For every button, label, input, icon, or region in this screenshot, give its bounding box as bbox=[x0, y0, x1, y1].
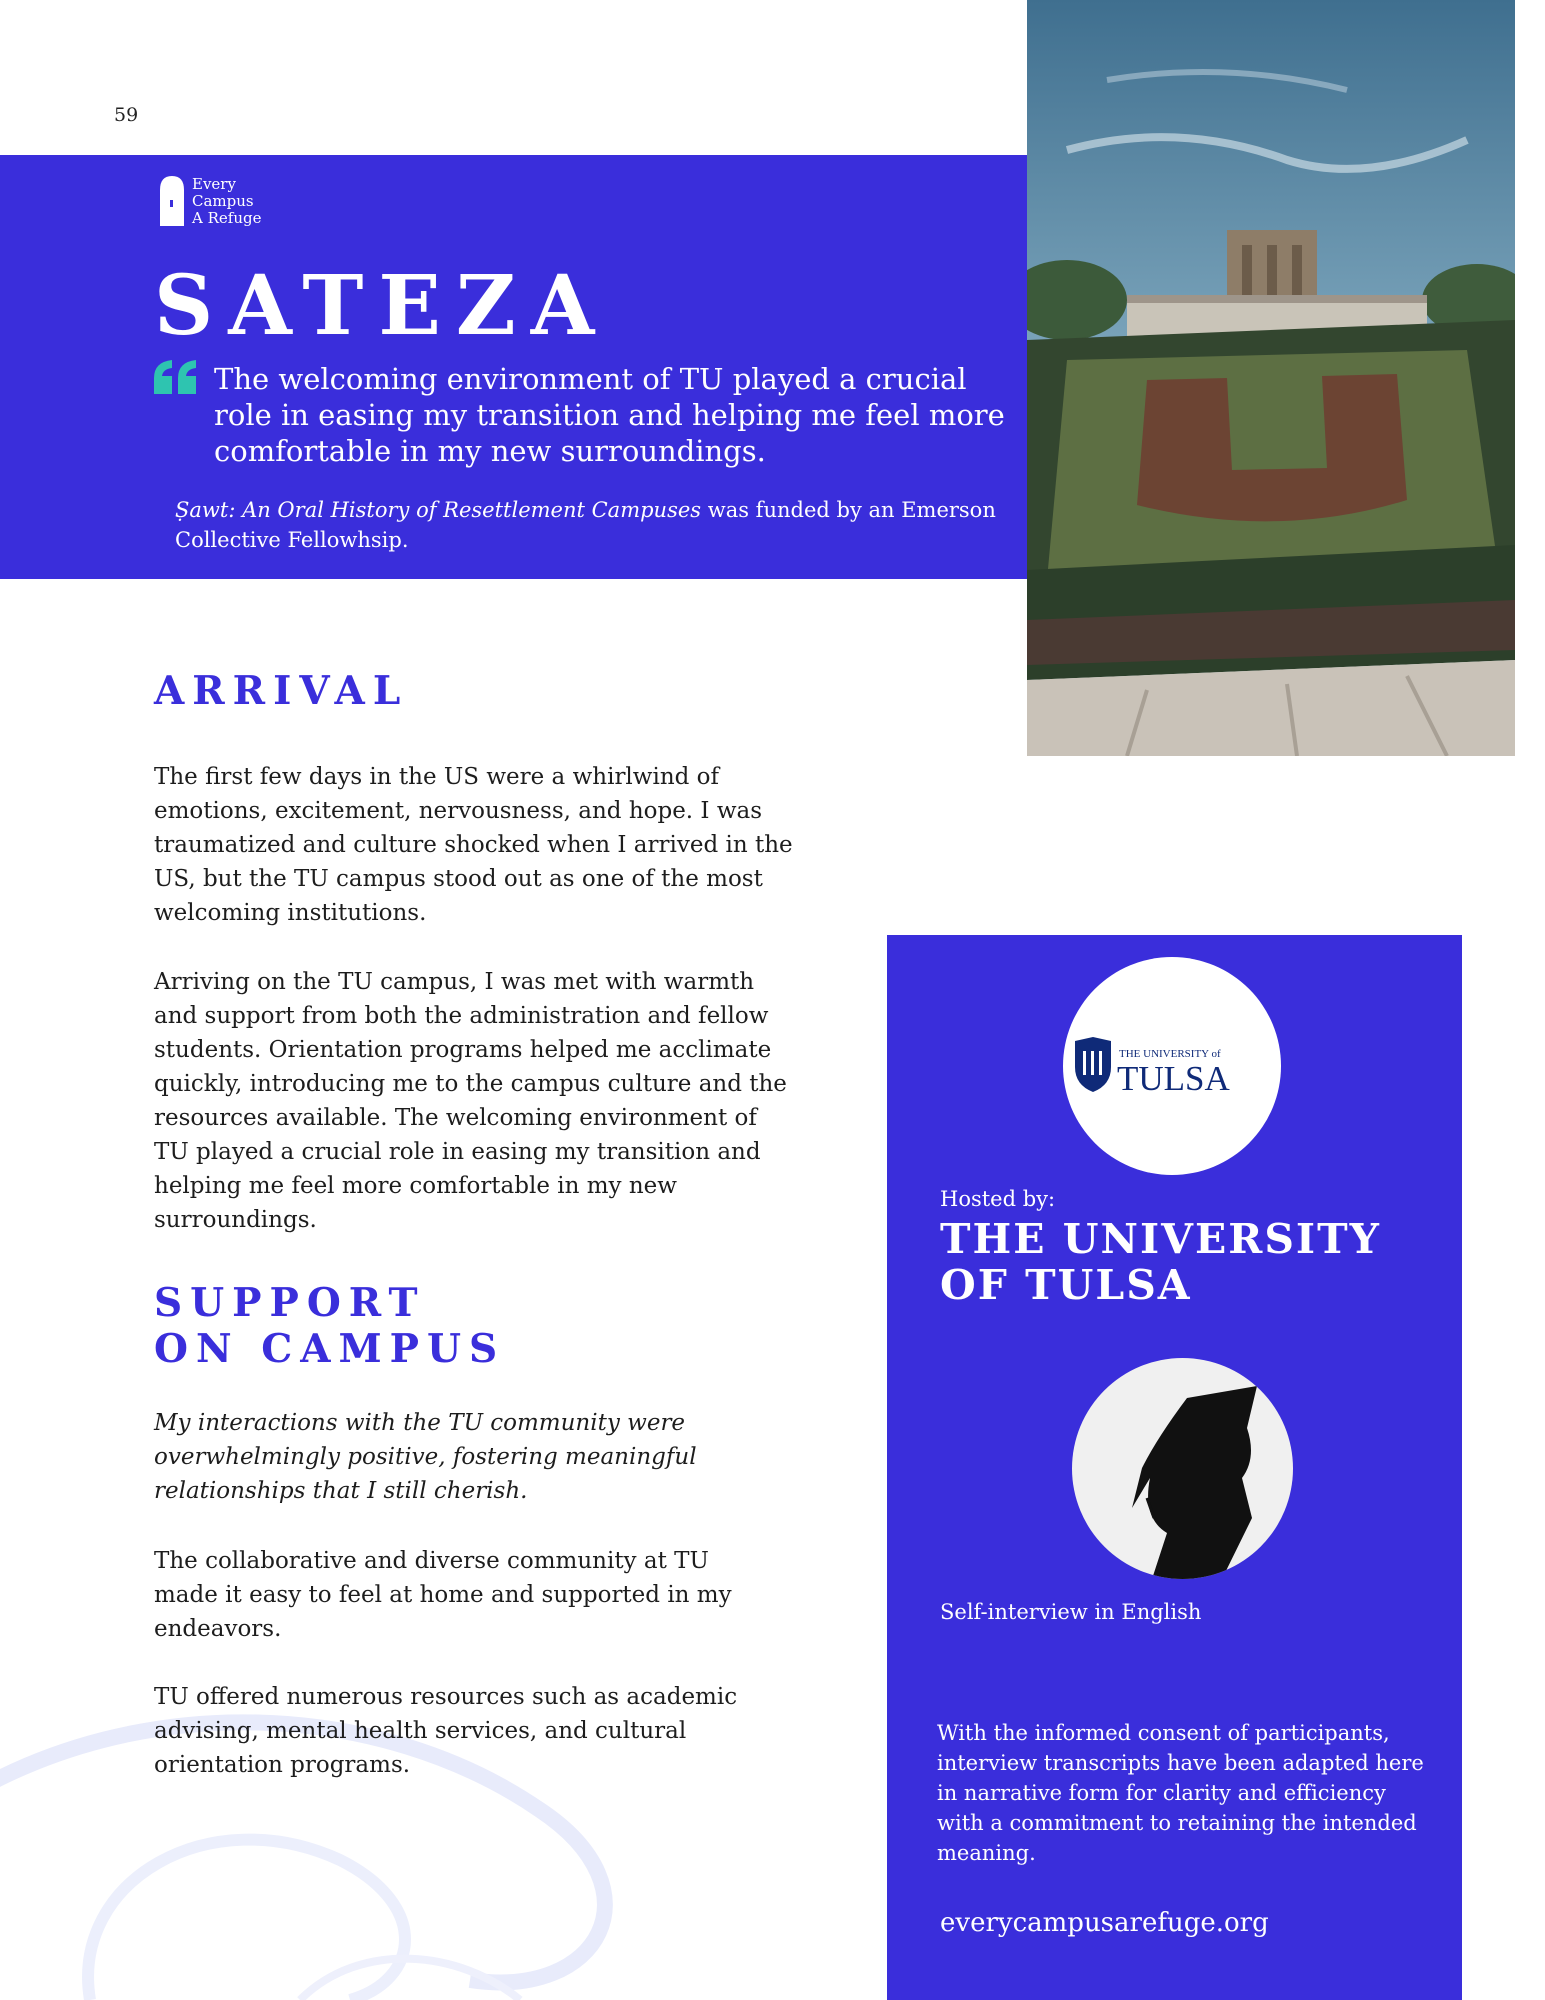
support-heading bbox=[154, 1280, 505, 1372]
campus-photo bbox=[1027, 0, 1515, 756]
graduate-silhouette-icon bbox=[1072, 1358, 1293, 1579]
participant-silhouette-circle bbox=[1072, 1358, 1293, 1579]
logo-line: A Refuge bbox=[192, 209, 262, 227]
tulsa-logo-circle bbox=[1063, 957, 1281, 1175]
tulsa-logo-small-text: THE UNIVERSITY of bbox=[1119, 1048, 1221, 1060]
pull-quote: The welcoming environment of TU played a crucial role in easing my transition and helping me feel more comfortable in my new surroundings. bbox=[214, 362, 1005, 468]
support-heading-line: SUPPORT bbox=[154, 1280, 426, 1326]
host-name bbox=[940, 1216, 1420, 1308]
arrival-paragraph: The first few days in the US were a whirlwind of emotions, excitement, nervousness, and hope. I was traumatized and culture shocked when I arrived in the US, but the TU campus stood out as one of the most welcoming institutions. bbox=[154, 764, 793, 926]
host-name-line: THE UNIVERSITY bbox=[940, 1215, 1381, 1263]
arrival-paragraph: Arriving on the TU campus, I was met with warmth and support from both the administration and fellow students. Orientation programs helped me acclimate quickly, introducing me to the campus culture and the resources available. The welcoming environment of TU played a crucial role in easing my transition and helping me feel more comfortable in my new surroundings. bbox=[154, 969, 787, 1233]
door-icon bbox=[160, 176, 184, 226]
interview-type: Self-interview in English bbox=[940, 1600, 1202, 1624]
host-name-line: OF TULSA bbox=[940, 1261, 1192, 1309]
funding-title: Ṣawt: An Oral History of Resettlement Campuses bbox=[175, 498, 702, 522]
participant-name: SATEZA bbox=[154, 258, 610, 354]
every-campus-a-refuge-logo bbox=[160, 176, 261, 227]
logo-line: Campus bbox=[192, 192, 254, 210]
hosted-by-label: Hosted by: bbox=[940, 1187, 1056, 1211]
support-quote: My interactions with the TU community were overwhelmingly positive, fostering meaningful relationships that I still cherish. bbox=[154, 1410, 697, 1504]
logo-line: Every bbox=[192, 175, 236, 193]
arrival-heading: ARRIVAL bbox=[154, 668, 409, 714]
consent-note: With the informed consent of participants, interview transcripts have been adapted here in narrative form for clarity and efficiency with a commitment to retaining the intended meaning. bbox=[937, 1721, 1424, 1865]
funding-note bbox=[175, 495, 1015, 555]
support-paragraph: The collaborative and diverse community at TU made it easy to feel at home and supported in my endeavors. bbox=[154, 1548, 732, 1642]
page-number: 59 bbox=[114, 104, 139, 126]
funding-text: was funded by an Emerson Collective Fellowhsip. bbox=[175, 498, 996, 552]
tulsa-logo bbox=[1063, 957, 1281, 1175]
support-paragraph: TU offered numerous resources such as academic advising, mental health services, and cultural orientation programs. bbox=[154, 1684, 738, 1778]
support-heading-line: ON CAMPUS bbox=[154, 1326, 506, 1372]
website-link[interactable]: everycampusarefuge.org bbox=[940, 1908, 1269, 1938]
quote-icon bbox=[154, 360, 198, 394]
tulsa-logo-big-text: TULSA bbox=[1117, 1059, 1230, 1098]
